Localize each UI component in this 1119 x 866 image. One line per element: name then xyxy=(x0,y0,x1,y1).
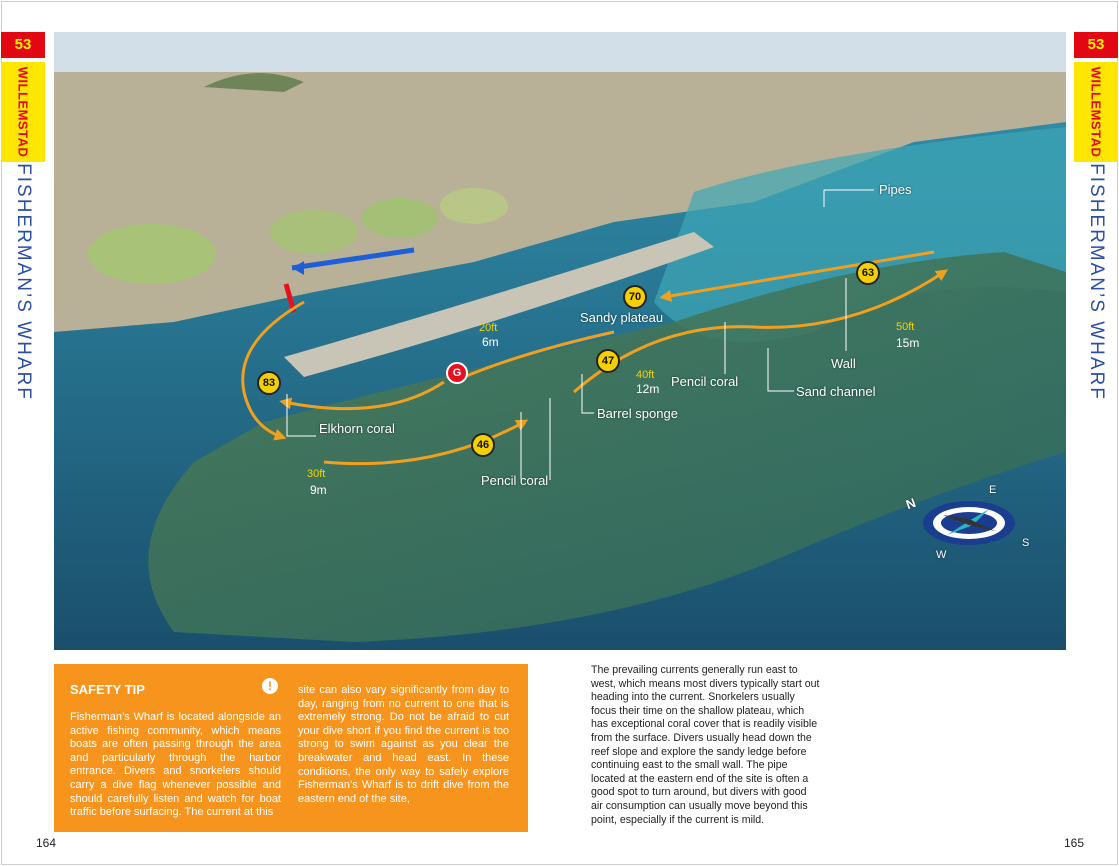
safety-tip-column-1: Fisherman’s Wharf is located alongside an active fishing community, which means boats are often passing through the area and particularly through the harbor entrance. Divers and snorkelers should carry a dive flag whenever possible and should carefully listen and watch for boat traffic before surfacing. The current at this xyxy=(70,711,281,819)
compass-rose-icon xyxy=(923,501,1015,545)
aerial-dive-site-map xyxy=(54,32,1066,650)
label-elkhorn-coral: Elkhorn coral xyxy=(319,421,395,436)
tank-3 xyxy=(362,198,438,238)
marker-46: 46 xyxy=(471,433,495,457)
safety-tip-box xyxy=(54,664,528,832)
tank-1 xyxy=(88,224,216,284)
tank-2 xyxy=(270,210,358,254)
left-page-tab-number: 53 xyxy=(1,32,45,58)
marker-70: 70 xyxy=(623,285,647,309)
left-site-title: FISHERMAN’S WHARF xyxy=(13,163,34,401)
depth-20-m: 6m xyxy=(482,335,499,349)
right-site-title-tab xyxy=(1074,163,1118,401)
depth-30-m: 9m xyxy=(310,483,327,497)
compass-s: S xyxy=(1022,537,1030,549)
label-sand-channel: Sand channel xyxy=(796,384,876,399)
label-wall: Wall xyxy=(831,356,856,371)
right-region-label: WILLEMSTAD xyxy=(1088,66,1104,158)
compass-n: N xyxy=(903,494,918,513)
right-page-tab-number: 53 xyxy=(1074,32,1118,58)
depth-20-ft: 20ft xyxy=(479,322,498,334)
label-pencil-coral-lower: Pencil coral xyxy=(481,473,549,488)
marker-83: 83 xyxy=(257,371,281,395)
body-paragraph: The prevailing currents generally run east to west, which means most divers typically start out heading into the current. Snorkelers usually focus their time on the shallow plateau, which has exceptional coral cover that is readily visible from the surface. Divers usually head down the reef slope and explore the sandy ledge before continuing east to the small wall. The pipe located at the eastern end of the site is often a good spot to turn around, but divers with good air consumption can usually move beyond this point, especially if the current is mild. xyxy=(591,664,820,826)
warning-icon: ! xyxy=(262,678,278,694)
safety-tip-title: SAFETY TIP xyxy=(70,682,145,697)
entry-marker-g: G xyxy=(446,362,468,384)
compass-e: E xyxy=(989,484,997,496)
left-site-title-tab xyxy=(1,163,45,401)
right-site-title: FISHERMAN’S WHARF xyxy=(1086,163,1107,401)
right-region-tab xyxy=(1074,62,1118,162)
depth-50-m: 15m xyxy=(896,336,920,350)
depth-40-m: 12m xyxy=(636,382,660,396)
label-pipes: Pipes xyxy=(879,182,912,197)
depth-40-ft: 40ft xyxy=(636,369,655,381)
depth-30-ft: 30ft xyxy=(307,468,326,480)
compass-w: W xyxy=(936,549,947,561)
page-number-right: 165 xyxy=(1064,836,1085,850)
left-region-label: WILLEMSTAD xyxy=(15,66,31,158)
sky xyxy=(54,32,1066,72)
tank-4 xyxy=(440,188,508,224)
label-barrel-sponge: Barrel sponge xyxy=(597,406,678,421)
safety-tip-column-2: site can also vary significantly from day to day, ranging from no current to one that is extremely strong. Do not be afraid to cut your dive short if you find the current is too strong to swim against as you clear the breakwater and head east. In these conditions, the only way to safely explore Fisherman’s Wharf is to drift dive from the eastern end of the site, xyxy=(298,684,509,805)
left-region-tab xyxy=(1,62,45,162)
label-sandy-plateau: Sandy plateau xyxy=(580,310,664,325)
marker-63: 63 xyxy=(856,261,880,285)
depth-50-ft: 50ft xyxy=(896,321,915,333)
label-pencil-coral-center: Pencil coral xyxy=(671,374,739,389)
page-number-left: 164 xyxy=(36,836,57,850)
marker-47: 47 xyxy=(596,349,620,373)
